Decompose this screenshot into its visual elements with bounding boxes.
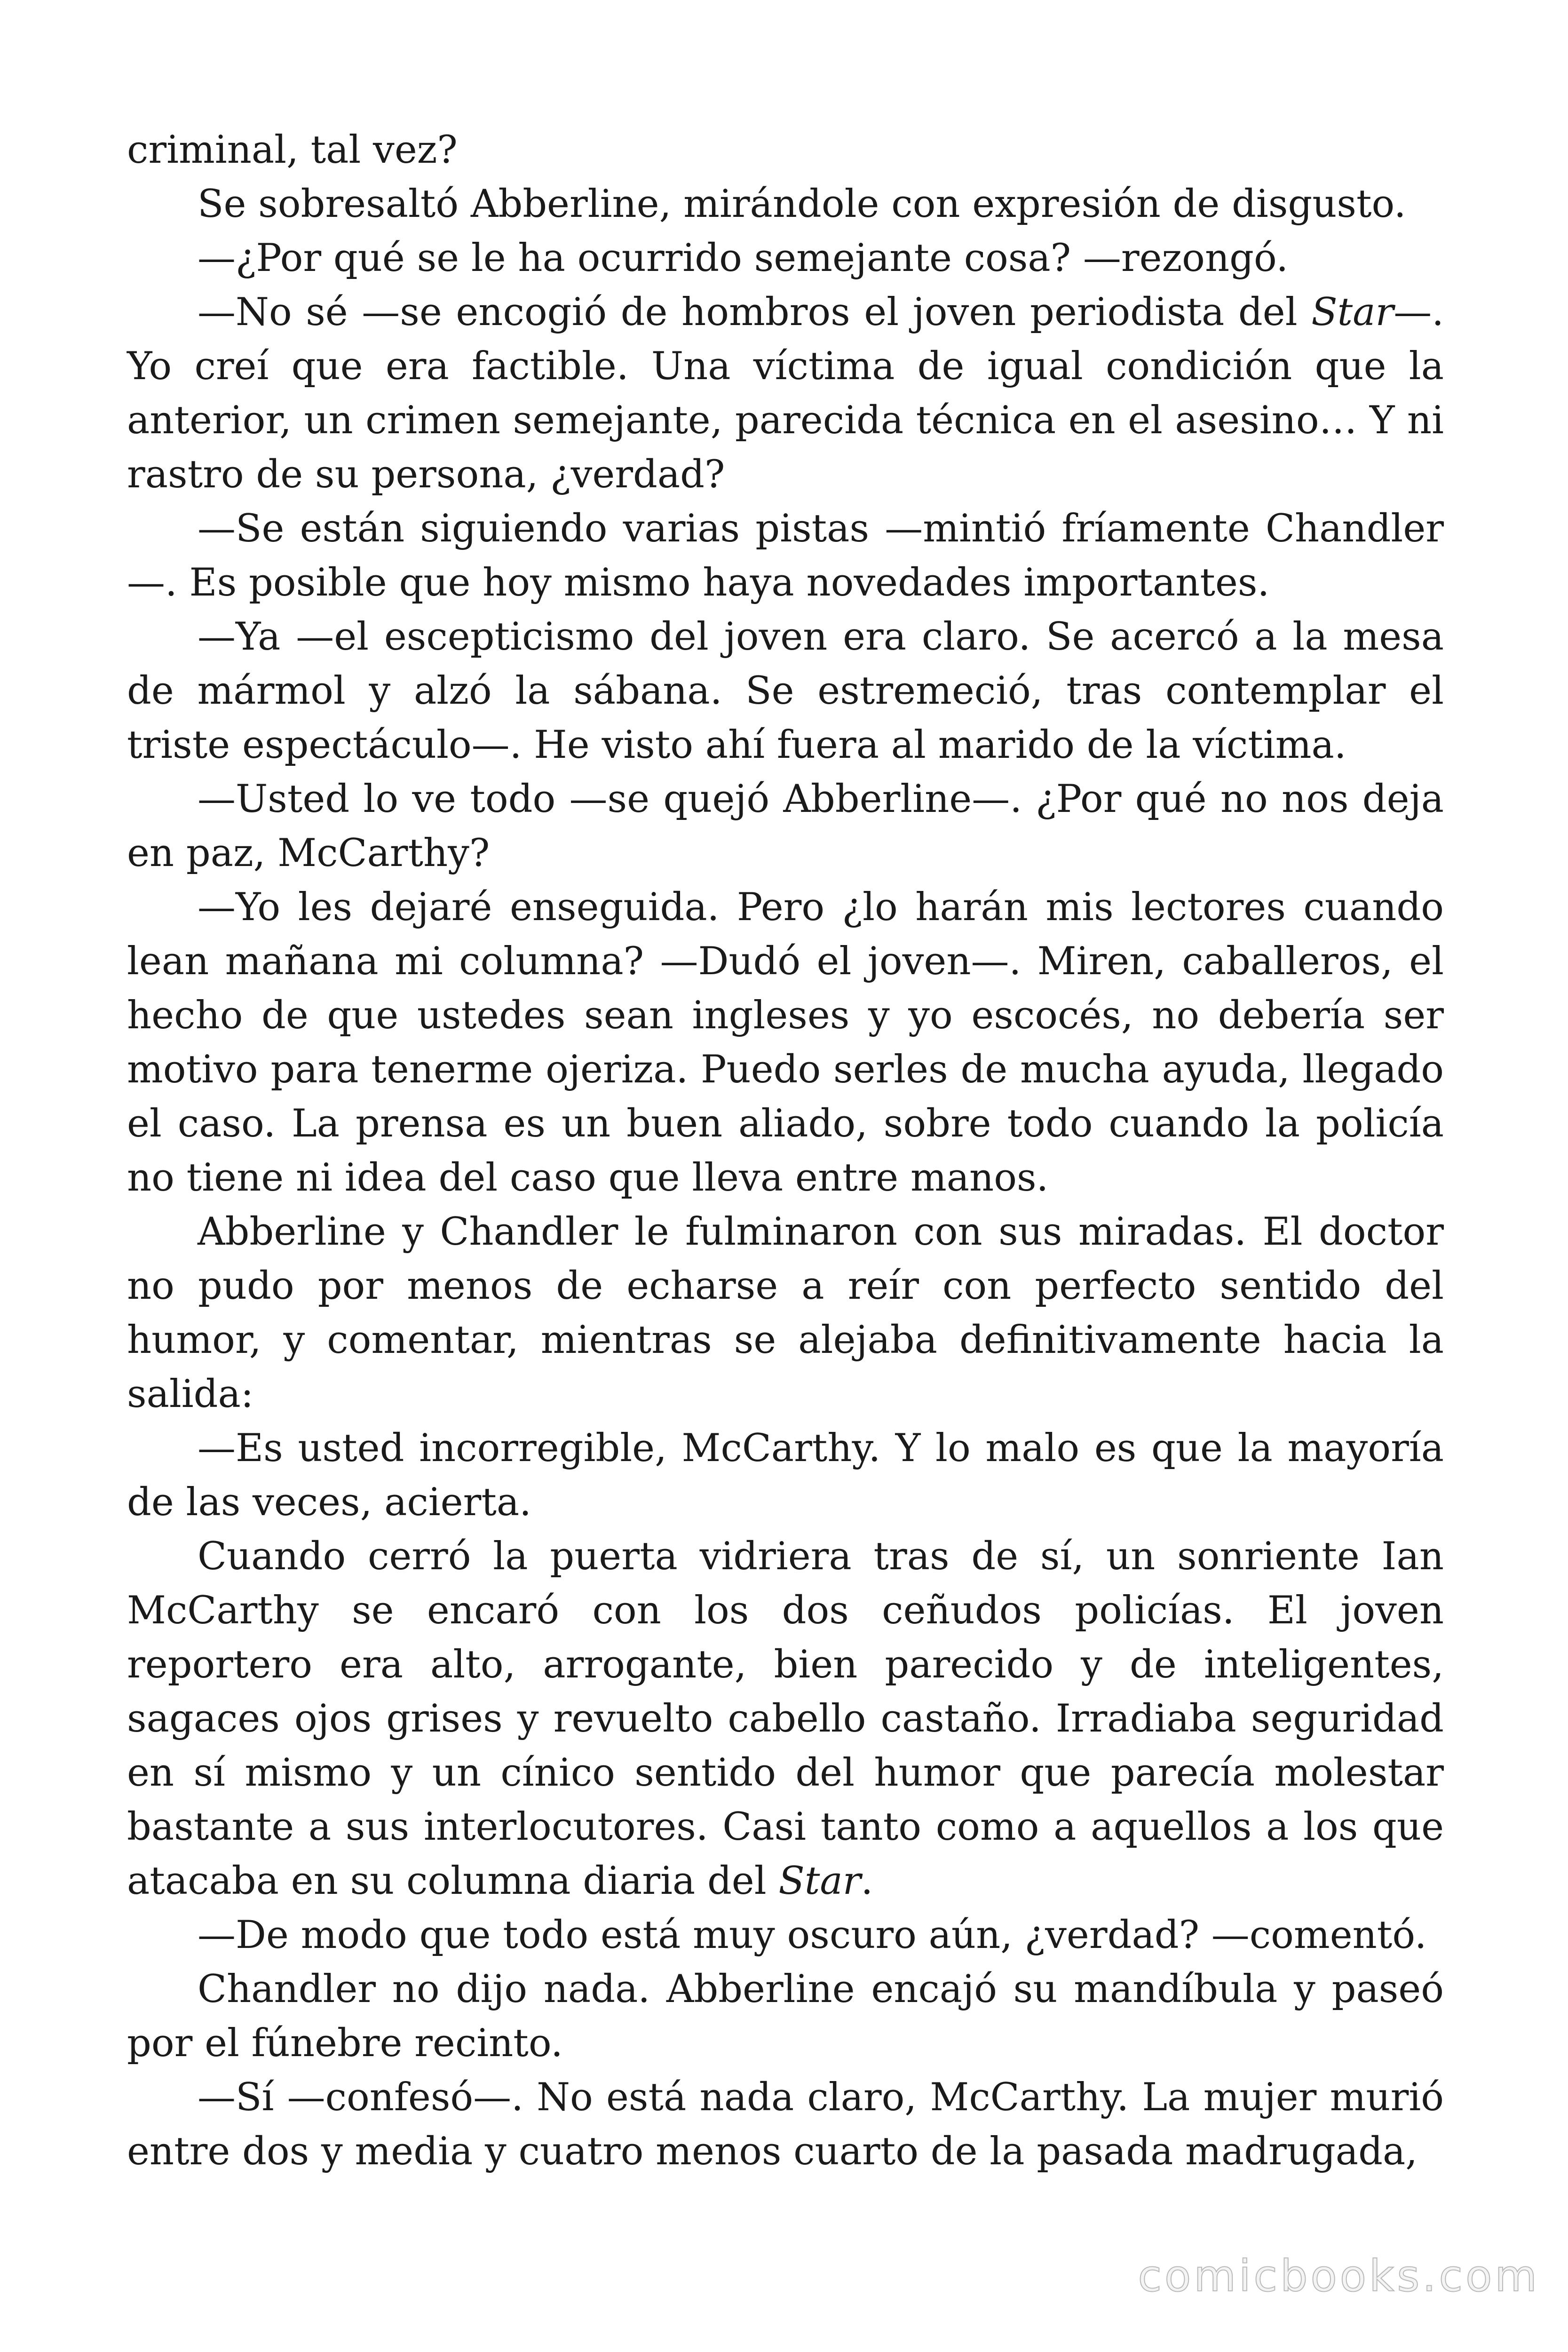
paragraph-12: —De modo que todo está muy oscuro aún, ¿verdad? —comentó. bbox=[198, 1913, 1427, 1957]
paragraph-4 bbox=[127, 286, 1444, 502]
watermark-logo: comicbooks.com bbox=[1138, 2251, 1540, 2301]
paragraph-6: —Ya —el escepticismo del joven era claro. Se acercó a la mesa de mármol y alzó la sábana. Se estremeció, tras contemplar el triste espectáculo—. He visto ahí fuera al marido de la víctima. bbox=[127, 615, 1444, 767]
paragraph-10: —Es usted incorregible, McCarthy. Y lo malo es que la mayoría de las veces, acierta. bbox=[127, 1426, 1444, 1525]
newspaper-name-italic: Star bbox=[778, 1859, 861, 1903]
paragraph-13: Chandler no dijo nada. Abberline encajó su mandíbula y paseó por el fúnebre recinto. bbox=[127, 1967, 1444, 2066]
newspaper-name-italic: Star bbox=[1311, 290, 1394, 334]
paragraph-11-before: Cuando cerró la puerta vidriera tras de sí, un sonriente Ian McCarthy se encaró con los dos ceñudos policías. El joven reportero era alto, arrogante, bien parecido y de inteligentes, sagaces ojos grises y revuelto cabello castaño. Irradiaba seguridad en sí mismo y un cínico sentido del humor que parecía molestar bastante a sus interlocutores. Casi tanto como a aquellos a los que atacaba en su columna diaria del bbox=[127, 1534, 1444, 1903]
paragraph-2: Se sobresaltó Abberline, mirándole con expresión de disgusto. bbox=[198, 182, 1406, 226]
paragraph-4-after: —. Yo creí que era factible. Una víctima de igual condición que la anterior, un crimen semejante, parecida técnica en el asesino… Y ni rastro de su persona, ¿verdad? bbox=[127, 290, 1444, 497]
paragraph-5: —Se están siguiendo varias pistas —mintió fríamente Chandler —. Es posible que hoy mismo haya novedades importantes. bbox=[127, 507, 1444, 605]
paragraph-1: criminal, tal vez? bbox=[127, 128, 458, 172]
book-page-text bbox=[127, 123, 1444, 2179]
paragraph-7: —Usted lo ve todo —se quejó Abberline—. ¿Por qué no nos deja en paz, McCarthy? bbox=[127, 777, 1444, 875]
paragraph-9: Abberline y Chandler le fulminaron con sus miradas. El doctor no pudo por menos de echarse a reír con perfecto sentido del humor, y comentar, mientras se alejaba definitivamente hacia la salida: bbox=[127, 1210, 1444, 1416]
paragraph-8: —Yo les dejaré enseguida. Pero ¿lo harán mis lectores cuando lean mañana mi columna? —Dudó el joven—. Miren, caballeros, el hecho de que ustedes sean ingleses y yo escocés, no debería ser motivo para tenerme ojeriza. Puedo serles de mucha ayuda, llegado el caso. La prensa es un buen aliado, sobre todo cuando la policía no tiene ni idea del caso que lleva entre manos. bbox=[127, 885, 1444, 1200]
paragraph-14: —Sí —confesó—. No está nada claro, McCarthy. La mujer murió entre dos y media y cuatro menos cuarto de la pasada madrugada, bbox=[127, 2075, 1444, 2174]
paragraph-11 bbox=[127, 1530, 1444, 1908]
paragraph-4-before: —No sé —se encogió de hombros el joven periodista del bbox=[198, 290, 1312, 334]
paragraph-11-after: . bbox=[861, 1859, 873, 1903]
paragraph-3: —¿Por qué se le ha ocurrido semejante cosa? —rezongó. bbox=[198, 236, 1289, 280]
